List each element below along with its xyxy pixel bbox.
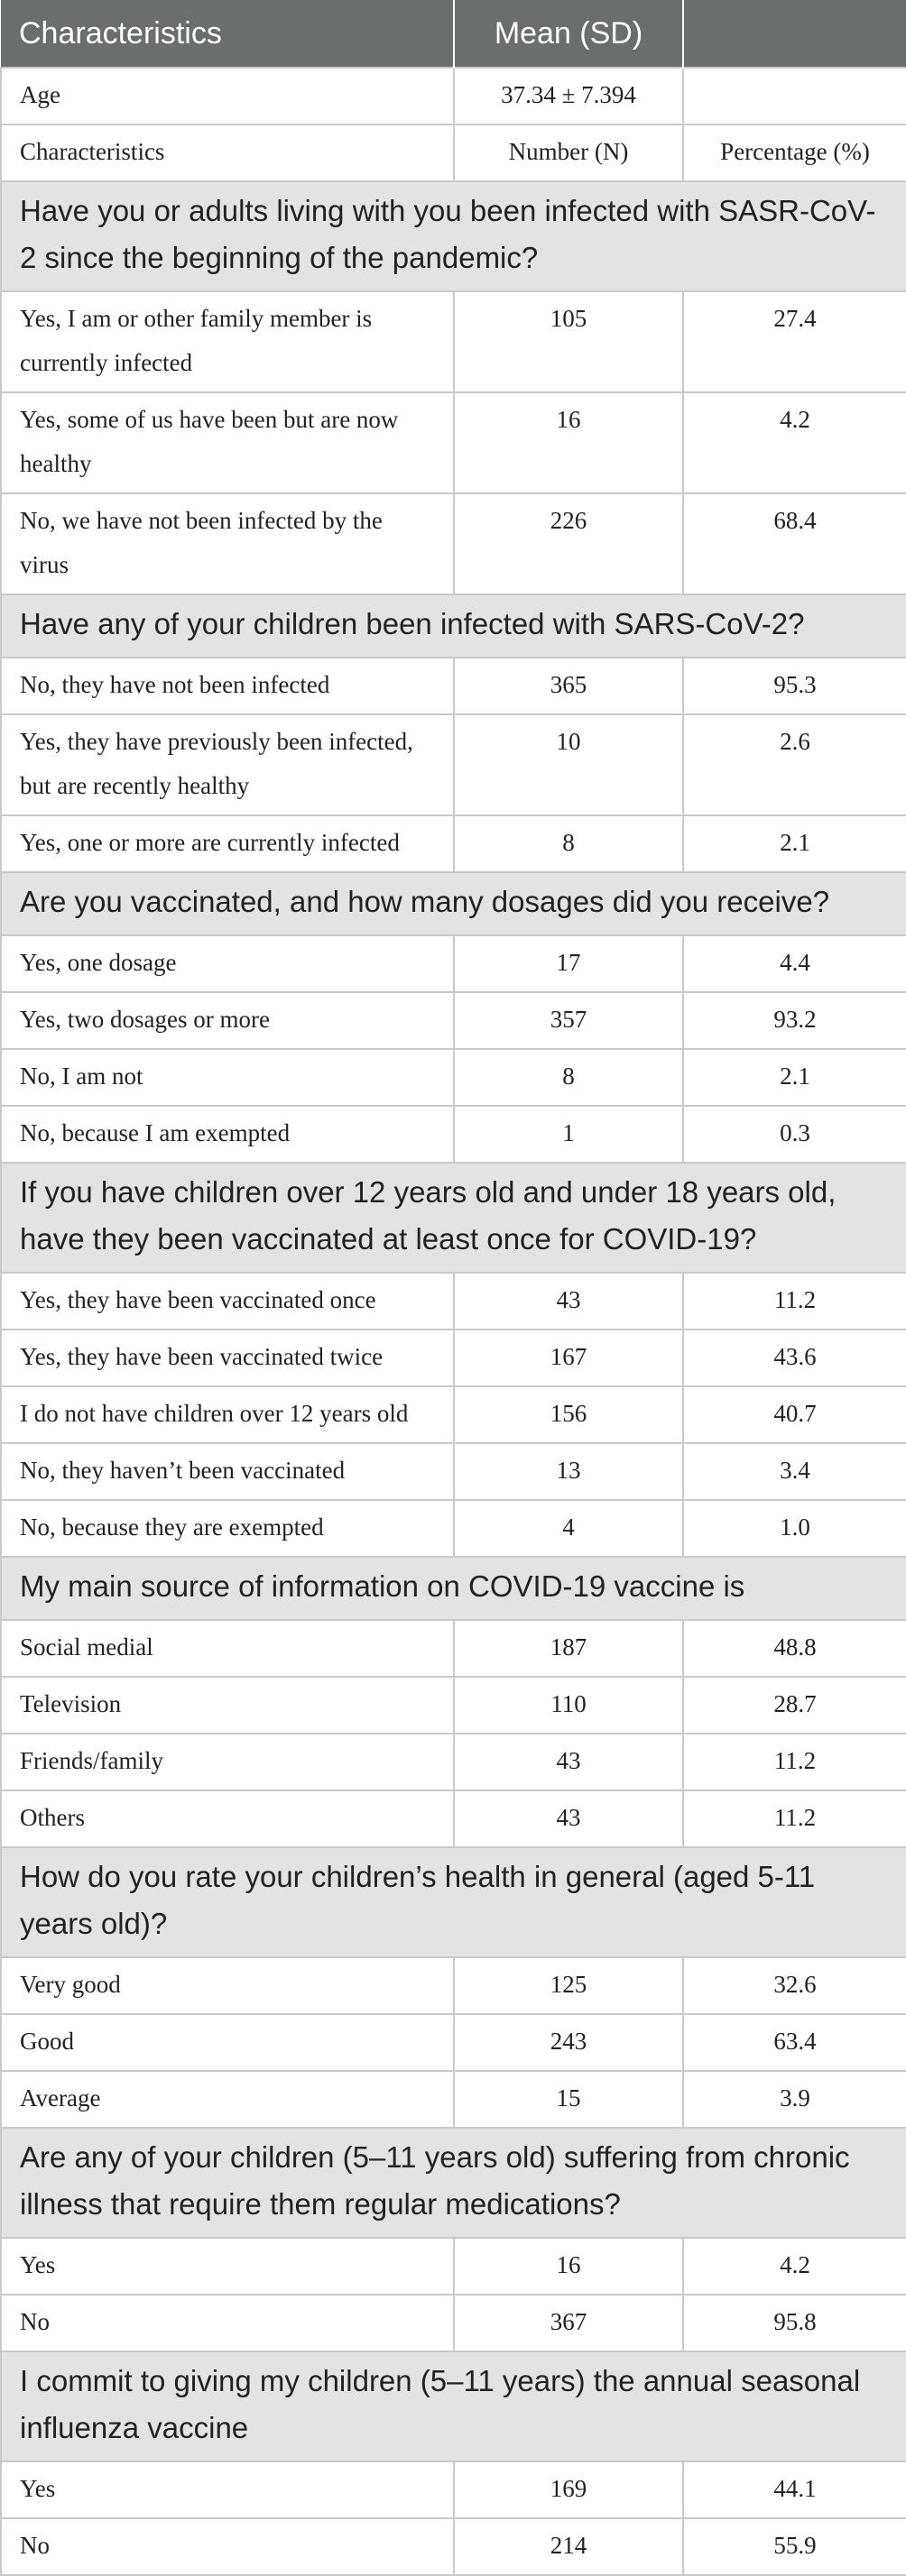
row-number: 43 — [454, 1790, 683, 1847]
row-number: 15 — [454, 2071, 683, 2128]
table-row — [1, 2461, 906, 2518]
table-row — [1, 2295, 906, 2351]
row-label: Social medial — [1, 1620, 454, 1677]
table-row — [1, 1620, 906, 1677]
row-number: 4 — [454, 1500, 683, 1557]
row-percentage: 95.3 — [683, 658, 906, 714]
section-question: If you have children over 12 years old and under 18 years old, have they been vaccinated at least once for COVID-19? — [1, 1163, 906, 1273]
row-percentage: 0.3 — [683, 1106, 906, 1163]
table-row — [1, 291, 906, 392]
section-question: Are any of your children (5–11 years old) suffering from chronic illness that require them regular medications? — [1, 2128, 906, 2238]
row-label: No, we have not been infected by the virus — [1, 493, 454, 594]
subheader-percentage: Percentage (%) — [683, 124, 906, 181]
row-label: No, they have not been infected — [1, 658, 454, 714]
row-percentage: 48.8 — [683, 1620, 906, 1677]
row-label: Yes, some of us have been but are now healthy — [1, 392, 454, 493]
table-row — [1, 815, 906, 872]
row-percentage: 4.2 — [683, 2238, 906, 2295]
row-number: 167 — [454, 1329, 683, 1386]
row-label: No — [1, 2518, 454, 2575]
section-question: My main source of information on COVID-19 vaccine is — [1, 1557, 906, 1620]
subheader-number: Number (N) — [454, 124, 683, 181]
table-row — [1, 1386, 906, 1443]
section-header-row — [1, 181, 906, 291]
section-question: I commit to giving my children (5–11 years) the annual seasonal influenza vaccine — [1, 2351, 906, 2461]
section-header-row — [1, 2351, 906, 2461]
row-percentage: 44.1 — [683, 2461, 906, 2518]
row-number: 125 — [454, 1957, 683, 2014]
row-number: 357 — [454, 992, 683, 1049]
section-question: Have you or adults living with you been infected with SASR-CoV-2 since the beginning of the pandemic? — [1, 181, 906, 291]
row-label: Very good — [1, 1957, 454, 2014]
table-header-row — [1, 0, 906, 68]
row-number: 16 — [454, 2238, 683, 2295]
age-label: Age — [1, 68, 454, 124]
row-number: 169 — [454, 2461, 683, 2518]
row-label: No, they haven’t been vaccinated — [1, 1443, 454, 1500]
row-percentage: 93.2 — [683, 992, 906, 1049]
row-percentage: 11.2 — [683, 1734, 906, 1790]
row-label: Yes, I am or other family member is currently infected — [1, 291, 454, 392]
table-row — [1, 714, 906, 815]
table-row — [1, 1049, 906, 1106]
row-number: 43 — [454, 1273, 683, 1329]
table-row — [1, 1106, 906, 1163]
section-question: How do you rate your children’s health in general (aged 5-11 years old)? — [1, 1847, 906, 1957]
row-label: No — [1, 2295, 454, 2351]
table-row — [1, 2518, 906, 2575]
table-row — [1, 992, 906, 1049]
row-number: 10 — [454, 714, 683, 815]
row-label: Yes, they have previously been infected, but are recently healthy — [1, 714, 454, 815]
header-characteristics: Characteristics — [1, 0, 454, 68]
header-empty — [683, 0, 906, 68]
table-row — [1, 1677, 906, 1734]
row-label: I do not have children over 12 years old — [1, 1386, 454, 1443]
row-label: Others — [1, 1790, 454, 1847]
table-row — [1, 2014, 906, 2071]
section-header-row — [1, 1557, 906, 1620]
row-number: 43 — [454, 1734, 683, 1790]
table-row — [1, 2071, 906, 2128]
section-question: Are you vaccinated, and how many dosages did you receive? — [1, 872, 906, 935]
table-row — [1, 1443, 906, 1500]
row-number: 105 — [454, 291, 683, 392]
subheader-row — [1, 124, 906, 181]
row-percentage: 2.6 — [683, 714, 906, 815]
header-mean-sd: Mean (SD) — [454, 0, 683, 68]
row-number: 243 — [454, 2014, 683, 2071]
row-percentage: 43.6 — [683, 1329, 906, 1386]
row-label: Yes, one or more are currently infected — [1, 815, 454, 872]
section-header-row — [1, 1163, 906, 1273]
section-header-row — [1, 2128, 906, 2238]
row-label: Yes — [1, 2461, 454, 2518]
row-percentage: 32.6 — [683, 1957, 906, 2014]
table-row — [1, 1734, 906, 1790]
row-label: Yes, one dosage — [1, 935, 454, 992]
row-percentage: 28.7 — [683, 1677, 906, 1734]
section-header-row — [1, 1847, 906, 1957]
table-row — [1, 658, 906, 714]
section-header-row — [1, 594, 906, 658]
row-percentage: 4.4 — [683, 935, 906, 992]
row-percentage: 11.2 — [683, 1790, 906, 1847]
table-row — [1, 935, 906, 992]
section-question: Have any of your children been infected with SARS-CoV-2? — [1, 594, 906, 658]
row-label: Television — [1, 1677, 454, 1734]
table-row — [1, 1957, 906, 2014]
row-percentage: 1.0 — [683, 1500, 906, 1557]
table-row — [1, 1500, 906, 1557]
section-header-row — [1, 872, 906, 935]
table-row — [1, 1790, 906, 1847]
row-percentage: 11.2 — [683, 1273, 906, 1329]
row-label: Yes, two dosages or more — [1, 992, 454, 1049]
row-label: No, I am not — [1, 1049, 454, 1106]
row-number: 13 — [454, 1443, 683, 1500]
age-row — [1, 68, 906, 124]
subheader-characteristics: Characteristics — [1, 124, 454, 181]
row-percentage: 3.9 — [683, 2071, 906, 2128]
row-number: 187 — [454, 1620, 683, 1677]
row-number: 17 — [454, 935, 683, 992]
table-row — [1, 1329, 906, 1386]
table-body — [1, 68, 906, 2575]
age-mean-value: 37.34 ± 7.394 — [454, 68, 683, 124]
row-percentage: 2.1 — [683, 815, 906, 872]
table-row — [1, 392, 906, 493]
row-percentage: 40.7 — [683, 1386, 906, 1443]
row-number: 226 — [454, 493, 683, 594]
row-number: 110 — [454, 1677, 683, 1734]
row-percentage: 63.4 — [683, 2014, 906, 2071]
row-percentage: 68.4 — [683, 493, 906, 594]
row-percentage: 4.2 — [683, 392, 906, 493]
row-number: 8 — [454, 1049, 683, 1106]
row-number: 367 — [454, 2295, 683, 2351]
row-number: 365 — [454, 658, 683, 714]
row-number: 1 — [454, 1106, 683, 1163]
row-percentage: 27.4 — [683, 291, 906, 392]
row-label: No, because I am exempted — [1, 1106, 454, 1163]
row-percentage: 95.8 — [683, 2295, 906, 2351]
row-label: Yes — [1, 2238, 454, 2295]
row-percentage: 55.9 — [683, 2518, 906, 2575]
row-label: Good — [1, 2014, 454, 2071]
row-number: 16 — [454, 392, 683, 493]
table-row — [1, 1273, 906, 1329]
row-number: 214 — [454, 2518, 683, 2575]
age-empty-cell — [683, 68, 906, 124]
row-number: 156 — [454, 1386, 683, 1443]
table-row — [1, 493, 906, 594]
row-label: Yes, they have been vaccinated once — [1, 1273, 454, 1329]
row-label: Friends/family — [1, 1734, 454, 1790]
table-row — [1, 2238, 906, 2295]
row-number: 8 — [454, 815, 683, 872]
row-label: No, because they are exempted — [1, 1500, 454, 1557]
row-label: Average — [1, 2071, 454, 2128]
row-label: Yes, they have been vaccinated twice — [1, 1329, 454, 1386]
row-percentage: 3.4 — [683, 1443, 906, 1500]
row-percentage: 2.1 — [683, 1049, 906, 1106]
